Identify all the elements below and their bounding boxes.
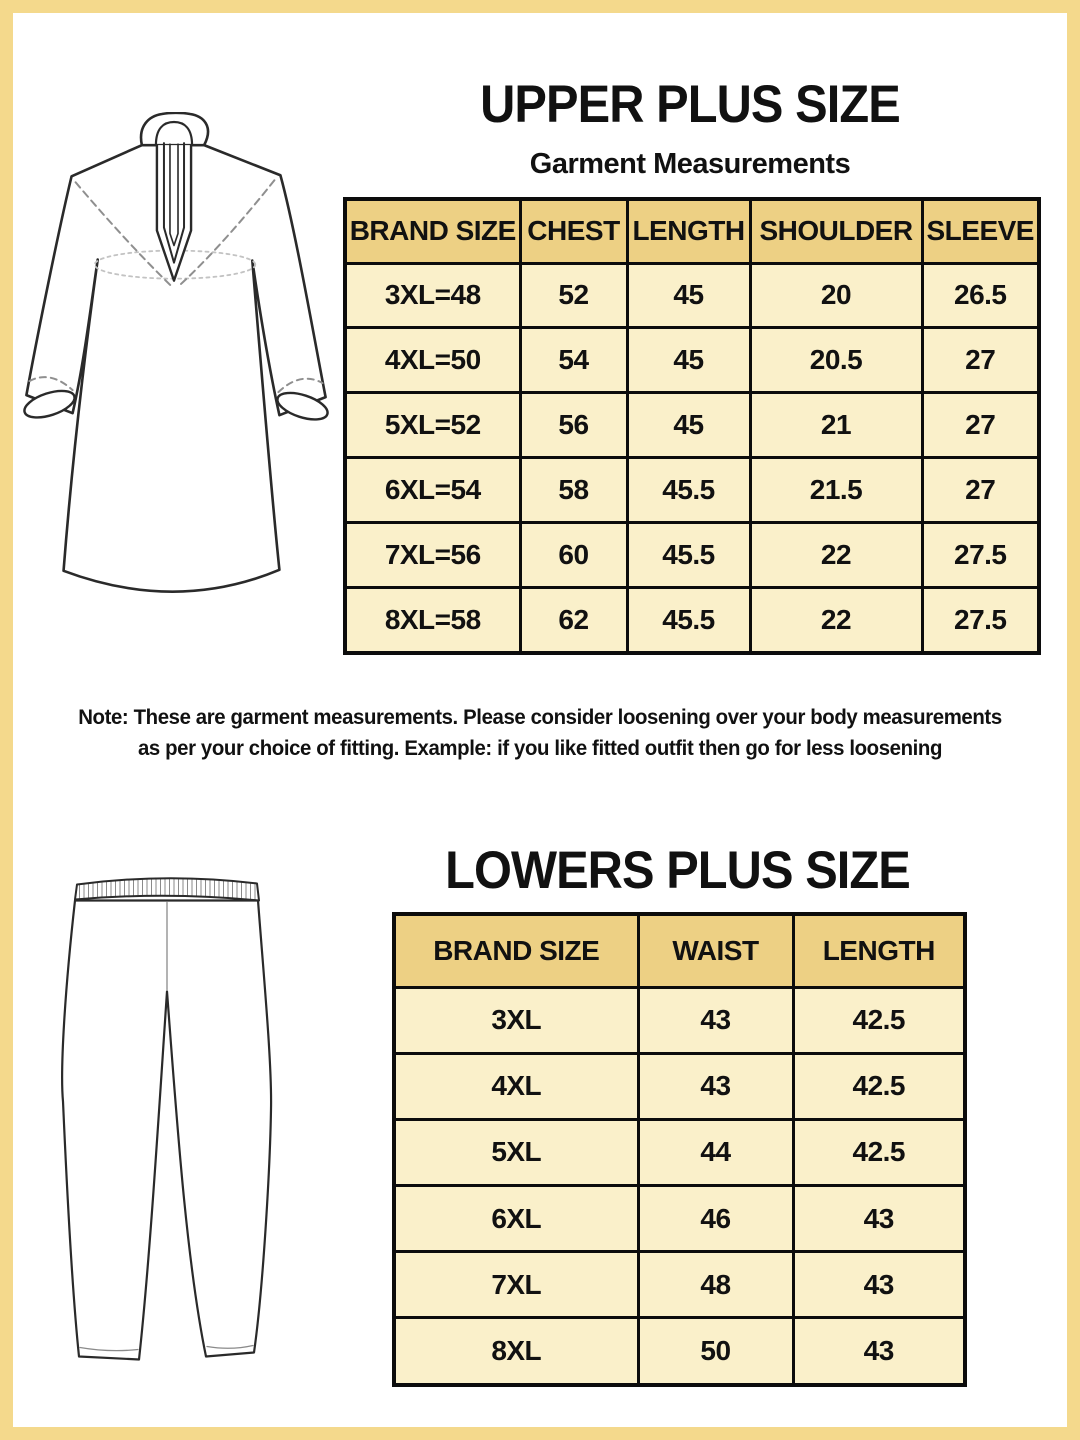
note-line-1: Note: These are garment measurements. Please consider loosening over your body measurements — [78, 706, 1002, 729]
cell-brand-size: 6XL — [394, 1186, 638, 1252]
cell-waist: 43 — [638, 987, 793, 1053]
cell-shoulder: 22 — [750, 522, 922, 587]
cell-chest: 56 — [520, 393, 627, 458]
cell-chest: 60 — [520, 522, 627, 587]
upper-col-brand-size: BRAND SIZE — [345, 199, 520, 263]
cell-length: 45.5 — [627, 458, 750, 523]
table-row — [345, 393, 1039, 458]
cell-waist: 44 — [638, 1119, 793, 1185]
lower-col-brand-size: BRAND SIZE — [394, 914, 638, 987]
cell-brand-size: 4XL=50 — [345, 328, 520, 393]
cell-brand-size: 8XL — [394, 1318, 638, 1385]
table-row — [345, 522, 1039, 587]
table-row — [345, 263, 1039, 328]
cell-chest: 52 — [520, 263, 627, 328]
cell-sleeve: 27 — [922, 393, 1039, 458]
cell-sleeve: 27 — [922, 328, 1039, 393]
cell-brand-size: 3XL=48 — [345, 263, 520, 328]
cell-shoulder: 22 — [750, 587, 922, 653]
cell-chest: 54 — [520, 328, 627, 393]
upper-section-title: UPPER PLUS SIZE — [480, 75, 900, 134]
cell-waist: 50 — [638, 1318, 793, 1385]
note-line-2: as per your choice of fitting. Example: if you like fitted outfit then go for less loosening — [137, 737, 943, 760]
table-row — [394, 1318, 965, 1385]
lower-col-waist: WAIST — [638, 914, 793, 987]
upper-col-shoulder: SHOULDER — [750, 199, 922, 263]
cell-waist: 48 — [638, 1252, 793, 1318]
lower-table-header-row — [394, 914, 965, 987]
cell-length: 45.5 — [627, 522, 750, 587]
table-row — [394, 1186, 965, 1252]
leggings-waistband-ribbing — [75, 878, 259, 900]
table-row — [394, 1053, 965, 1119]
upper-table-header-row — [345, 199, 1039, 263]
leggings-illustration — [55, 868, 273, 1366]
cell-brand-size: 7XL — [394, 1252, 638, 1318]
table-row — [394, 1252, 965, 1318]
cell-length: 43 — [793, 1186, 965, 1252]
cell-shoulder: 20.5 — [750, 328, 922, 393]
upper-col-length: LENGTH — [627, 199, 750, 263]
cell-sleeve: 27 — [922, 458, 1039, 523]
cell-length: 42.5 — [793, 1053, 965, 1119]
table-row — [345, 587, 1039, 653]
cell-shoulder: 21 — [750, 393, 922, 458]
cell-chest: 62 — [520, 587, 627, 653]
cell-brand-size: 8XL=58 — [345, 587, 520, 653]
upper-col-sleeve: SLEEVE — [922, 199, 1039, 263]
cell-sleeve: 27.5 — [922, 587, 1039, 653]
lower-size-table — [392, 912, 967, 1387]
cell-brand-size: 6XL=54 — [345, 458, 520, 523]
upper-col-chest: CHEST — [520, 199, 627, 263]
cell-brand-size: 5XL=52 — [345, 393, 520, 458]
cell-length: 42.5 — [793, 987, 965, 1053]
measurement-note — [55, 702, 1025, 764]
cell-length: 45.5 — [627, 587, 750, 653]
cell-chest: 58 — [520, 458, 627, 523]
cell-length: 42.5 — [793, 1119, 965, 1185]
cell-waist: 46 — [638, 1186, 793, 1252]
table-row — [345, 458, 1039, 523]
cell-shoulder: 21.5 — [750, 458, 922, 523]
upper-size-table — [343, 197, 1041, 655]
cell-brand-size: 3XL — [394, 987, 638, 1053]
cell-waist: 43 — [638, 1053, 793, 1119]
cell-shoulder: 20 — [750, 263, 922, 328]
kurta-collar — [141, 113, 208, 145]
cell-length: 43 — [793, 1318, 965, 1385]
cell-length: 45 — [627, 393, 750, 458]
kurta-illustration — [20, 112, 332, 614]
cell-length: 45 — [627, 328, 750, 393]
cell-sleeve: 27.5 — [922, 522, 1039, 587]
garment-measurements-subtitle: Garment Measurements — [529, 148, 851, 180]
lower-col-length: LENGTH — [793, 914, 965, 987]
table-row — [345, 328, 1039, 393]
cell-length: 45 — [627, 263, 750, 328]
table-row — [394, 987, 965, 1053]
cell-brand-size: 4XL — [394, 1053, 638, 1119]
cell-brand-size: 7XL=56 — [345, 522, 520, 587]
lower-section-title: LOWERS PLUS SIZE — [445, 841, 910, 900]
cell-length: 43 — [793, 1252, 965, 1318]
table-row — [394, 1119, 965, 1185]
cell-sleeve: 26.5 — [922, 263, 1039, 328]
cell-brand-size: 5XL — [394, 1119, 638, 1185]
